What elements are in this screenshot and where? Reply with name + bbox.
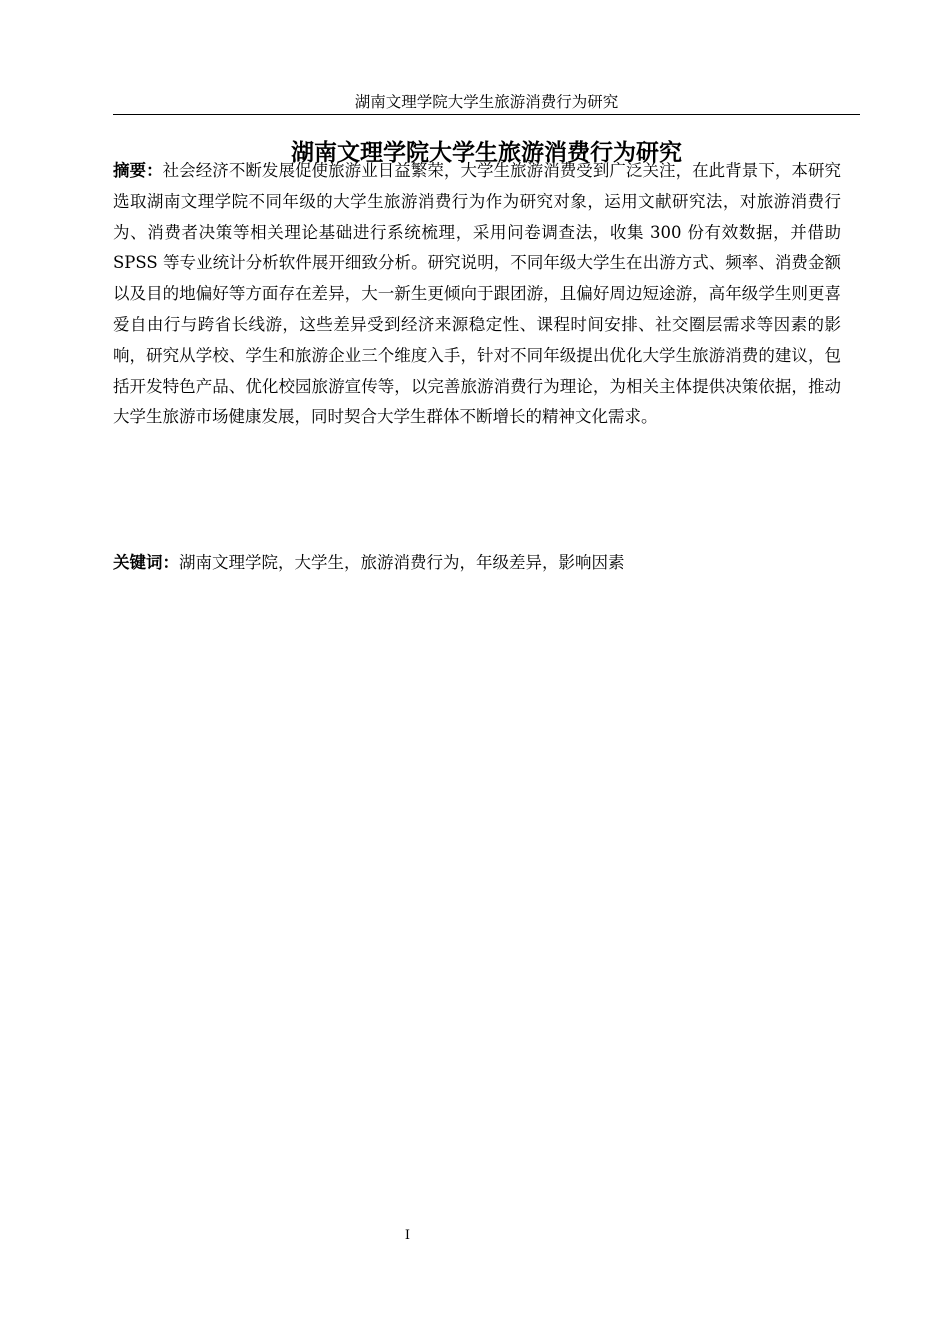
- abstract-paragraph: [113, 156, 841, 433]
- header-rule: [113, 114, 860, 115]
- abstract-text: 社会经济不断发展促使旅游业日益繁荣，大学生旅游消费受到广泛关注，在此背景下，本研究选取湖南文理学院不同年级的大学生旅游消费行为作为研究对象，运用文献研究法，对旅游消费行为、消费者决策等相关理论基础进行系统梳理，采用问卷调查法，收集 300 份有效数据，并借助 SPSS 等专业统计分析软件展开细致分析。研究说明，不同年级大学生在出游方式、频率、消费金额以及目的地偏好等方面存在差异，大一新生更倾向于跟团游，且偏好周边短途游，高年级学生则更喜爱自由行与跨省长线游，这些差异受到经济来源稳定性、课程时间安排、社交圈层需求等因素的影响，研究从学校、学生和旅游企业三个维度入手，针对不同年级提出优化大学生旅游消费的建议，包括开发特色产品、优化校园旅游宣传等，以完善旅游消费行为理论，为相关主体提供决策依据，推动大学生旅游市场健康发展，同时契合大学生群体不断增长的精神文化需求。: [113, 161, 842, 427]
- keywords-text: 湖南文理学院，大学生，旅游消费行为，年级差异，影响因素: [179, 553, 625, 572]
- keywords-label: 关键词：: [113, 553, 179, 572]
- keywords-line: [113, 548, 841, 578]
- running-header: 湖南文理学院大学生旅游消费行为研究: [354, 93, 619, 111]
- paper-title: 湖南文理学院大学生旅游消费行为研究: [291, 140, 682, 166]
- page-number: I: [404, 1228, 411, 1243]
- abstract-label: 摘要：: [113, 161, 163, 180]
